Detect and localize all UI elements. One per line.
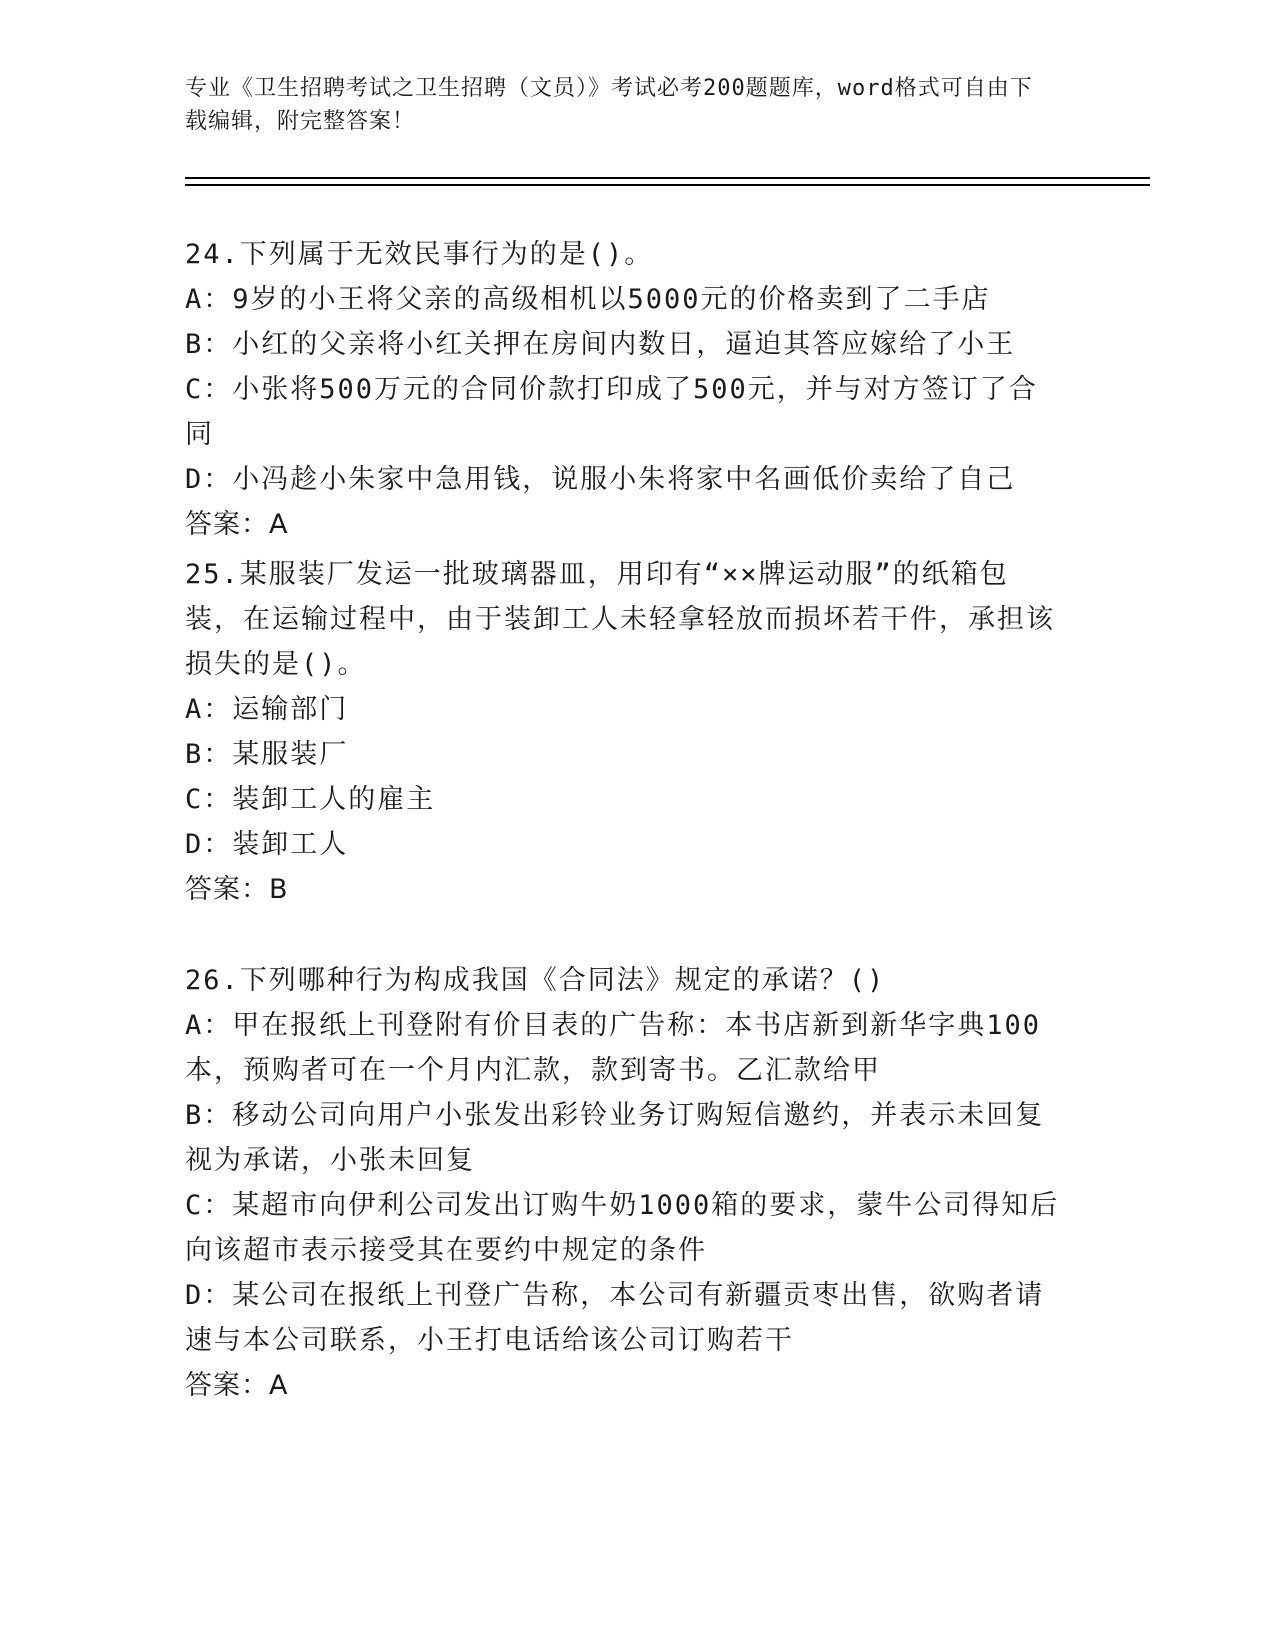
option-c: C：小张将500万元的合同价款打印成了500元，并与对方签订了合同 bbox=[185, 374, 1038, 450]
answer: 答案：B bbox=[185, 874, 289, 905]
question-24 bbox=[185, 232, 1065, 547]
option-d: D：某公司在报纸上刊登广告称，本公司有新疆贡枣出售，欲购者请速与本公司联系，小王打电话给该公司订购若干 bbox=[185, 1280, 1045, 1356]
question-26 bbox=[185, 958, 1065, 1408]
option-b: B：某服装厂 bbox=[185, 739, 349, 770]
option-b: B：小红的父亲将小红关押在房间内数日，逼迫其答应嫁给了小王 bbox=[185, 329, 1016, 360]
question-25 bbox=[185, 552, 1065, 912]
question-text: 25.某服装厂发运一批玻璃器皿，用印有“××牌运动服”的纸箱包装，在运输过程中，由于装卸工人未轻拿轻放而损坏若干件，承担该损失的是()。 bbox=[185, 559, 1055, 680]
option-d: D：装卸工人 bbox=[185, 829, 349, 860]
answer: 答案：A bbox=[185, 509, 289, 540]
option-b: B：移动公司向用户小张发出彩铃业务订购短信邀约，并表示未回复视为承诺，小张未回复 bbox=[185, 1100, 1045, 1176]
question-text: 26.下列哪种行为构成我国《合同法》规定的承诺？() bbox=[185, 965, 886, 996]
option-c: C：装卸工人的雇主 bbox=[185, 784, 436, 815]
answer: 答案：A bbox=[185, 1370, 289, 1401]
document-header: 专业《卫生招聘考试之卫生招聘（文员）》考试必考200题题库，word格式可自由下载编辑，附完整答案！ bbox=[185, 76, 1033, 134]
option-a: A：运输部门 bbox=[185, 694, 349, 725]
option-c: C：某超市向伊利公司发出订购牛奶1000箱的要求，蒙牛公司得知后向该超市表示接受其在要约中规定的条件 bbox=[185, 1190, 1060, 1266]
header-rule-bottom bbox=[185, 184, 1150, 186]
header-rule-top bbox=[185, 177, 1150, 179]
option-a: A：9岁的小王将父亲的高级相机以5000元的价格卖到了二手店 bbox=[185, 284, 991, 315]
question-text: 24.下列属于无效民事行为的是()。 bbox=[185, 239, 654, 270]
option-d: D：小冯趁小朱家中急用钱，说服小朱将家中名画低价卖给了自己 bbox=[185, 464, 1016, 495]
option-a: A：甲在报纸上刊登附有价目表的广告称：本书店新到新华字典100本，预购者可在一个月内汇款，款到寄书。乙汇款给甲 bbox=[185, 1010, 1042, 1086]
